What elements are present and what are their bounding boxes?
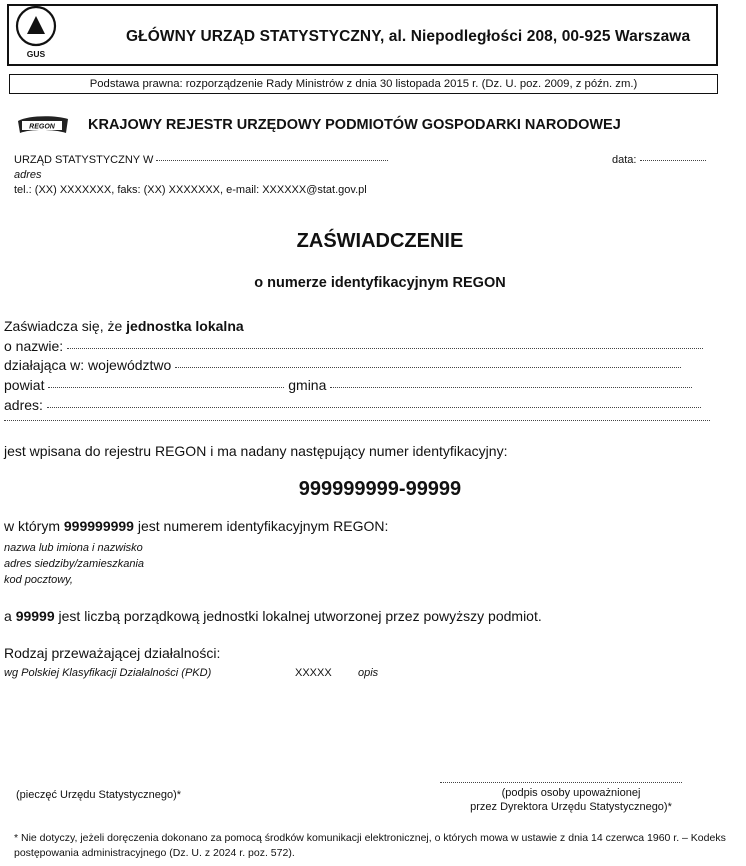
legal-basis: Podstawa prawna: rozporządzenie Rady Ministrów z dnia 30 listopada 2015 r. (Dz. U. poz. 2009, z późn. zm.)	[9, 74, 718, 94]
unit-county-field	[48, 387, 284, 388]
institution-title: GŁÓWNY URZĄD STATYSTYCZNY, al. Niepodległości 208, 00-925 Warszawa	[126, 28, 691, 45]
in-which-prefix: w którym	[4, 518, 64, 534]
unit-voivodeship-label: działająca w: województwo	[4, 357, 172, 373]
unit-voivodeship-line	[4, 357, 681, 373]
unit-name-label: o nazwie:	[4, 338, 64, 354]
local-number-line	[4, 608, 542, 624]
in-which-suffix: jest numerem identyfikacyjnym REGON:	[133, 518, 389, 534]
pkd-code: XXXXX	[295, 667, 332, 679]
regon-logo	[16, 113, 70, 137]
office-label: URZĄD STATYSTYCZNY W	[14, 154, 154, 166]
date-dotted-field	[640, 160, 706, 161]
unit-address-extra-field	[4, 420, 710, 421]
registry-title: KRAJOWY REJESTR URZĘDOWY PODMIOTÓW GOSPODARKI NARODOWEJ	[88, 117, 621, 133]
unit-address-field	[47, 407, 701, 408]
document-subtitle: o numerze identyfikacyjnym REGON	[254, 275, 506, 291]
stamp-caption: (pieczęć Urzędu Statystycznego)*	[16, 789, 182, 801]
regon-number: 999999999-99999	[298, 478, 462, 500]
unit-name-line	[4, 338, 703, 354]
local-prefix: a	[4, 608, 16, 624]
unit-address-label: adres:	[4, 397, 43, 413]
office-line	[14, 154, 388, 166]
unit-type: jednostka lokalna	[126, 318, 244, 334]
pkd-label: wg Polskiej Klasyfikacji Działalności (PKD)	[4, 667, 212, 679]
unit-intro	[4, 318, 244, 334]
unit-voivodeship-field	[175, 367, 681, 368]
office-contact: tel.: (XX) XXXXXXX, faks: (XX) XXXXXXX, e-mail: XXXXXX@stat.gov.pl	[14, 184, 367, 196]
gus-logo-label: GUS	[26, 49, 46, 59]
footnote-line1: * Nie dotyczy, jeżeli doręczenia dokonano za pomocą środków komunikacji elektronicznej, o których mowa w ustawie z dnia 14 czerwca 1960 r. – Kodeks	[14, 832, 726, 844]
regon-logo-label: REGON	[29, 123, 55, 131]
entity-address: adres siedziby/zamieszkania	[4, 558, 145, 570]
office-dotted-field	[156, 160, 388, 161]
signature-caption-line2: przez Dyrektora Urzędu Statystycznego)*	[470, 801, 672, 813]
unit-commune-field	[330, 387, 692, 388]
footnote-line2: postępowania administracyjnego (Dz. U. z 2024 r. poz. 572).	[14, 847, 295, 859]
document-title: ZAŚWIADCZENIE	[296, 230, 464, 252]
signature-line	[440, 782, 682, 783]
unit-name-field	[67, 348, 703, 349]
activity-label: Rodzaj przeważającej działalności:	[4, 645, 221, 661]
entity-postal: kod pocztowy,	[4, 574, 73, 586]
date-line	[612, 154, 706, 166]
pkd-description: opis	[358, 667, 379, 679]
gus-logo	[14, 4, 58, 60]
in-which-number: 999999999	[63, 518, 134, 534]
regon-in-which	[4, 518, 388, 534]
entity-name: nazwa lub imiona i nazwisko	[4, 542, 143, 554]
unit-intro-text: Zaświadcza się, że	[4, 318, 127, 334]
unit-county-label: powiat	[4, 377, 45, 393]
date-label: data:	[612, 154, 637, 166]
signature-caption-line1: (podpis osoby upoważnionej	[501, 787, 641, 799]
unit-county-line	[4, 377, 692, 393]
registration-statement: jest wpisana do rejestru REGON i ma nadany następujący numer identyfikacyjny:	[4, 443, 508, 459]
unit-address-line	[4, 397, 701, 413]
local-number: 99999	[15, 608, 55, 624]
office-address-label: adres	[14, 169, 42, 181]
local-suffix: jest liczbą porządkową jednostki lokalnej utworzonej przez powyższy podmiot.	[54, 608, 542, 624]
unit-commune-label: gmina	[288, 377, 327, 393]
